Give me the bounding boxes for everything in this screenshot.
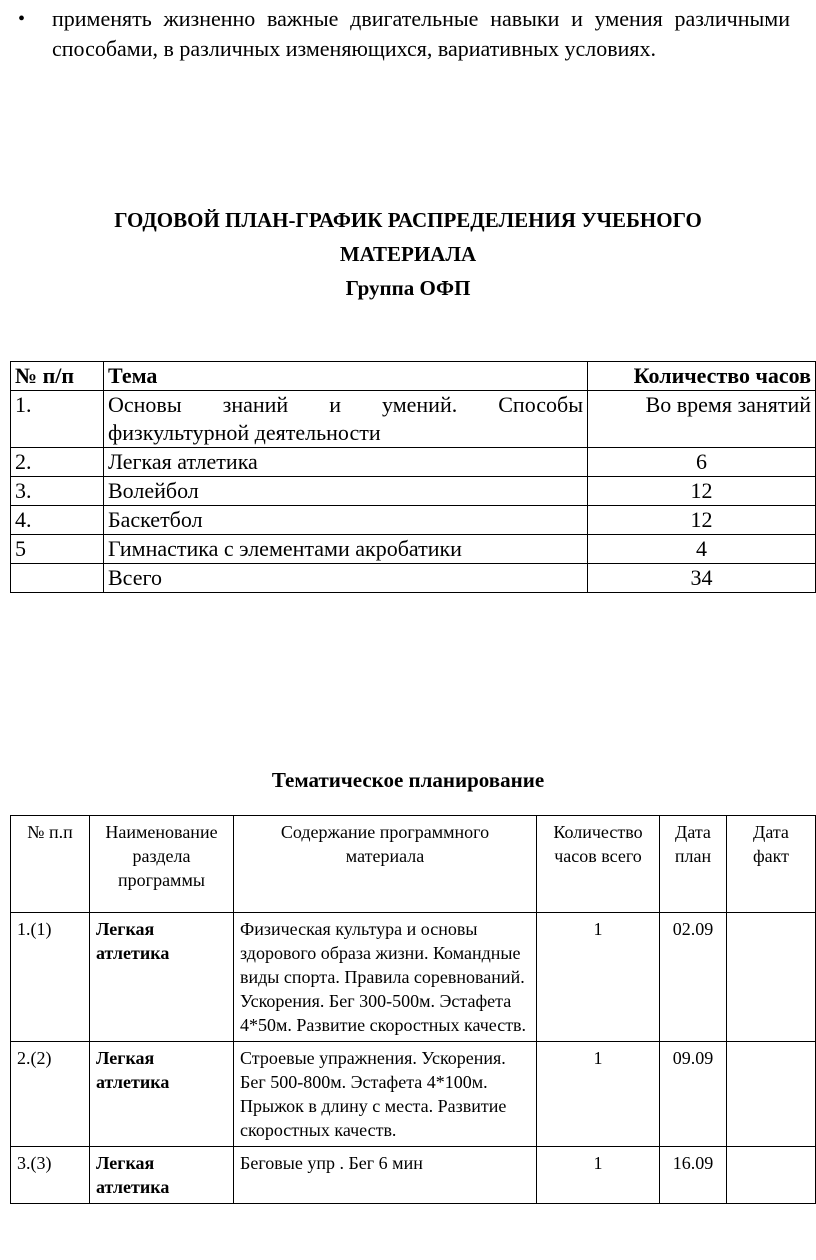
annual-plan-group: Группа ОФП xyxy=(345,276,471,300)
table-row xyxy=(11,448,816,477)
header-number: № п.п xyxy=(11,816,90,913)
row-topic: Всего xyxy=(104,564,588,593)
annual-plan-heading xyxy=(0,203,816,305)
row-topic: Баскетбол xyxy=(104,506,588,535)
table-row xyxy=(11,477,816,506)
row-content: Физическая культура и основы здорового образа жизни. Командные виды спорта. Правила соревнований. Ускорения. Бег 300-500м. Эстафета 4*50м. Развитие скоростных качеств. xyxy=(234,913,537,1042)
row-topic: Легкая атлетика xyxy=(104,448,588,477)
row-content: Беговые упр . Бег 6 мин xyxy=(234,1147,537,1204)
row-number: 1. xyxy=(11,391,104,448)
table-header-row xyxy=(11,816,816,913)
row-hours: 1 xyxy=(537,913,660,1042)
header-date-fact: Дата факт xyxy=(727,816,816,913)
row-hours: 12 xyxy=(588,477,816,506)
row-topic: Гимнастика с элементами акробатики xyxy=(104,535,588,564)
row-number: 2. xyxy=(11,448,104,477)
row-number: 1.(1) xyxy=(11,913,90,1042)
header-topic: Тема xyxy=(104,362,588,391)
row-number: 3.(3) xyxy=(11,1147,90,1204)
table-row xyxy=(11,1147,816,1204)
row-number: 4. xyxy=(11,506,104,535)
row-date-plan: 02.09 xyxy=(660,913,727,1042)
row-date-fact xyxy=(727,1147,816,1204)
header-date-plan: Дата план xyxy=(660,816,727,913)
table-row xyxy=(11,506,816,535)
row-hours: 12 xyxy=(588,506,816,535)
table-header-row xyxy=(11,362,816,391)
table-row xyxy=(11,391,816,448)
intro-text: применять жизненно важные двигательные навыки и умения различными способами, в различных изменяющихся, вариативных условиях. xyxy=(52,6,790,61)
intro-bullet-item xyxy=(18,4,790,64)
row-date-fact xyxy=(727,913,816,1042)
row-hours: Во время занятий xyxy=(588,391,816,448)
row-topic: Волейбол xyxy=(104,477,588,506)
row-section: Легкая атлетика xyxy=(90,913,234,1042)
table-row xyxy=(11,913,816,1042)
header-content: Содержание программного материала xyxy=(234,816,537,913)
table-row xyxy=(11,535,816,564)
thematic-heading: Тематическое планирование xyxy=(271,768,545,792)
thematic-table xyxy=(10,815,816,1204)
row-topic: Основы знаний и умений. Способы физкультурной деятельности xyxy=(104,391,588,448)
row-section: Легкая атлетика xyxy=(90,1042,234,1147)
row-date-fact xyxy=(727,1042,816,1147)
row-number: 2.(2) xyxy=(11,1042,90,1147)
header-hours: Количество часов xyxy=(588,362,816,391)
row-hours: 1 xyxy=(537,1147,660,1204)
header-section: Наименование раздела программы xyxy=(90,816,234,913)
header-number: № п/п xyxy=(11,362,104,391)
annual-plan-title-line2: МАТЕРИАЛА xyxy=(339,242,477,266)
row-hours: 34 xyxy=(588,564,816,593)
header-hours: Количество часов всего xyxy=(537,816,660,913)
row-number: 5 xyxy=(11,535,104,564)
row-number: 3. xyxy=(11,477,104,506)
row-hours: 1 xyxy=(537,1042,660,1147)
row-content: Строевые упражнения. Ускорения. Бег 500-800м. Эстафета 4*100м. Прыжок в длину с места. Развитие скоростных качеств. xyxy=(234,1042,537,1147)
row-hours: 6 xyxy=(588,448,816,477)
row-section: Легкая атлетика xyxy=(90,1147,234,1204)
annual-plan-title-line1: ГОДОВОЙ ПЛАН-ГРАФИК РАСПРЕДЕЛЕНИЯ УЧЕБНОГО xyxy=(114,208,702,232)
row-number xyxy=(11,564,104,593)
row-date-plan: 09.09 xyxy=(660,1042,727,1147)
annual-plan-table xyxy=(10,361,816,593)
row-hours: 4 xyxy=(588,535,816,564)
table-row xyxy=(11,1042,816,1147)
table-row-total xyxy=(11,564,816,593)
bullet-marker: • xyxy=(18,8,26,30)
row-date-plan: 16.09 xyxy=(660,1147,727,1204)
